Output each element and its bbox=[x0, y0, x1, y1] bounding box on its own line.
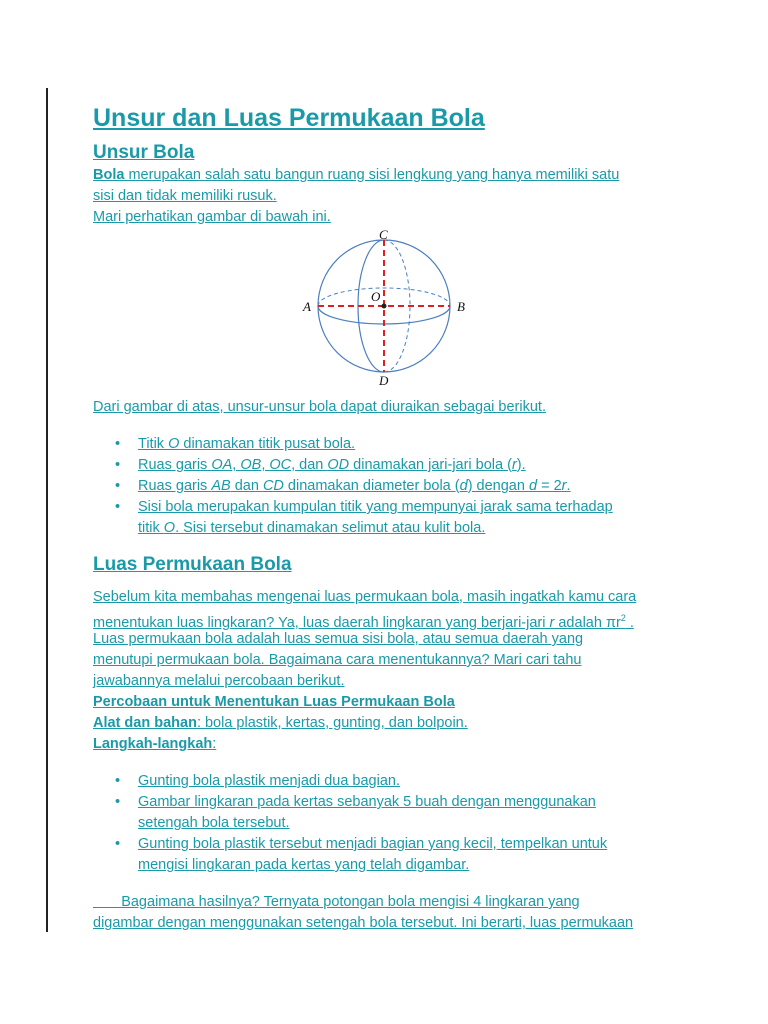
tools-line: Alat dan bahan: bola plastik, kertas, gunting, dan bolpoin. bbox=[93, 715, 468, 731]
section-heading-unsur-bola: Unsur Bola bbox=[93, 142, 195, 163]
label-b: B bbox=[457, 299, 465, 314]
bullet-icon: • bbox=[115, 794, 121, 810]
list-item-text: Gambar lingkaran pada kertas sebanyak 5 buah dengan menggunakan bbox=[138, 794, 596, 810]
bullet-icon: • bbox=[115, 836, 121, 852]
steps-line: Langkah-langkah: bbox=[93, 736, 217, 752]
paragraph-line: Sebelum kita membahas mengenai luas permukaan bola, masih ingatkah kamu cara bbox=[93, 589, 637, 605]
meridian-back bbox=[384, 240, 410, 372]
bullet-icon: • bbox=[115, 499, 121, 515]
list-item-continuation: mengisi lingkaran pada kertas yang telah digambar. bbox=[138, 857, 470, 873]
bullet-icon: • bbox=[115, 457, 121, 473]
page-title: Unsur dan Luas Permukaan Bola bbox=[93, 104, 485, 132]
section-heading-luas-permukaan: Luas Permukaan Bola bbox=[93, 554, 292, 575]
sphere-diagram bbox=[298, 226, 478, 388]
center-point bbox=[382, 304, 387, 309]
closing-line-2: digambar dengan menggunakan setengah bola tersebut. Ini berarti, luas permukaan bbox=[93, 915, 634, 931]
bullet-icon: • bbox=[115, 478, 121, 494]
list-item-text: Titik O dinamakan titik pusat bola. bbox=[138, 436, 356, 452]
intro-line-1 bbox=[93, 165, 619, 185]
term-bola: Bola bbox=[93, 167, 125, 183]
label-a: A bbox=[303, 299, 311, 314]
intro-line-1-text: merupakan salah satu bangun ruang sisi lengkung yang hanya memiliki satu bbox=[124, 167, 620, 183]
intro-line-3: Mari perhatikan gambar di bawah ini. bbox=[93, 209, 331, 225]
list-item-continuation: setengah bola tersebut. bbox=[138, 815, 290, 831]
list-item-text: Gunting bola plastik menjadi dua bagian. bbox=[138, 773, 400, 789]
intro-line-2: sisi dan tidak memiliki rusuk. bbox=[93, 188, 277, 204]
list-item-text: Gunting bola plastik tersebut menjadi bagian yang kecil, tempelkan untuk bbox=[138, 836, 608, 852]
bullet-icon: • bbox=[115, 436, 121, 452]
paragraph-line: Luas permukaan bola adalah luas semua sisi bola, atau semua daerah yang bbox=[93, 631, 584, 647]
closing-line-1: Bagaimana hasilnya? Ternyata potongan bola mengisi 4 lingkaran yang bbox=[93, 894, 580, 910]
after-figure-text: Dari gambar di atas, unsur-unsur bola dapat diuraikan sebagai berikut. bbox=[93, 399, 546, 415]
list-item-text: Sisi bola merupakan kumpulan titik yang mempunyai jarak sama terhadap bbox=[138, 499, 613, 515]
label-o: O bbox=[371, 289, 381, 304]
paragraph-line: menutupi permukaan bola. Bagaimana cara menentukannya? Mari cari tahu bbox=[93, 652, 582, 668]
label-d: D bbox=[379, 373, 389, 388]
paragraph-line: jawabannya melalui percobaan berikut. bbox=[93, 673, 345, 689]
bullet-icon: • bbox=[115, 773, 121, 789]
list-item-continuation: titik O. Sisi tersebut dinamakan selimut atau kulit bola. bbox=[138, 520, 486, 536]
list-item-text: Ruas garis AB dan CD dinamakan diameter bola (d) dengan d = 2r. bbox=[138, 478, 571, 494]
label-c: C bbox=[379, 227, 388, 242]
paragraph-line: menentukan luas lingkaran? Ya, luas daerah lingkaran yang berjari-jari r adalah $\pi r^2$ . bbox=[93, 613, 634, 631]
list-item-text: Ruas garis OA, OB, OC, dan OD dinamakan jari-jari bola (r). bbox=[138, 457, 526, 473]
experiment-title: Percobaan untuk Menentukan Luas Permukaan Bola bbox=[93, 694, 455, 710]
page-margin-line bbox=[46, 88, 48, 932]
